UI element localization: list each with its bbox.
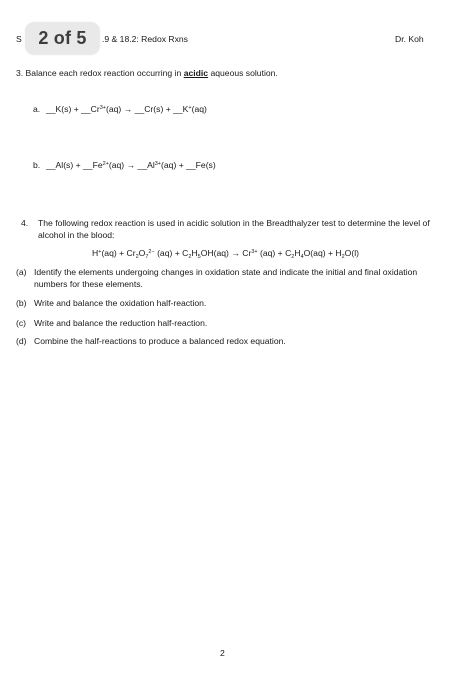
question-4-part-b bbox=[16, 298, 431, 310]
part-text: Identify the elements undergoing changes in oxidation state and indicate the initial and final oxidation numbers for these elements. bbox=[34, 267, 418, 289]
part-text: Combine the half-reactions to produce a balanced redox equation. bbox=[34, 336, 286, 346]
part-text: Write and balance the reduction half-reaction. bbox=[34, 318, 208, 328]
question-3-prompt-end: aqueous solution. bbox=[208, 68, 278, 78]
question-4-number: 4. bbox=[21, 218, 29, 228]
question-3a-label: a. bbox=[33, 104, 41, 114]
question-3a-equation: __K(s) + $\_\_Cr^{3+}(aq)$ → __Cr(s) + __K+(aq) bbox=[46, 104, 207, 114]
header-title: .9 & 18.2: Redox Rxns bbox=[102, 34, 188, 44]
part-label: (b) bbox=[16, 298, 27, 308]
question-3-prompt bbox=[16, 68, 278, 78]
question-4-part-c bbox=[16, 318, 431, 330]
question-3b-label: b. bbox=[33, 160, 41, 170]
part-text: Write and balance the oxidation half-reaction. bbox=[34, 298, 207, 308]
page-indicator-text: 2 of 5 bbox=[38, 28, 87, 48]
question-4-part-a bbox=[16, 267, 431, 290]
header-author: Dr. Koh bbox=[395, 34, 424, 44]
question-3-emphasis: acidic bbox=[183, 68, 209, 78]
part-label: (c) bbox=[16, 318, 27, 328]
page-indicator-badge bbox=[26, 23, 99, 54]
question-4-text: The following redox reaction is used in acidic solution in the Breadthalyzer test to determine the level of alcohol in the blood: bbox=[38, 218, 430, 240]
question-3-prompt-start: 3. Balance each redox reaction occurring in bbox=[16, 68, 184, 78]
header-left-fragment: S bbox=[16, 34, 22, 44]
part-label: (a) bbox=[16, 267, 27, 277]
question-3b-equation: __Al(s) + $\_\_Fe^{2+}(aq)$ → $\_\_Al^{3+}(aq)$ + __Fe(s) bbox=[46, 160, 216, 170]
question-4-part-d bbox=[16, 336, 431, 348]
part-label: (d) bbox=[16, 336, 27, 346]
page-number: 2 bbox=[220, 648, 225, 658]
question-4-equation: $H^+(aq) + Cr_2O_7^{2-}$ $(aq) + C_2H_5OH(aq) \to Cr^{3+}$ $(aq) + C_2H_4O(aq) + H_2O(l)$ bbox=[92, 248, 359, 260]
